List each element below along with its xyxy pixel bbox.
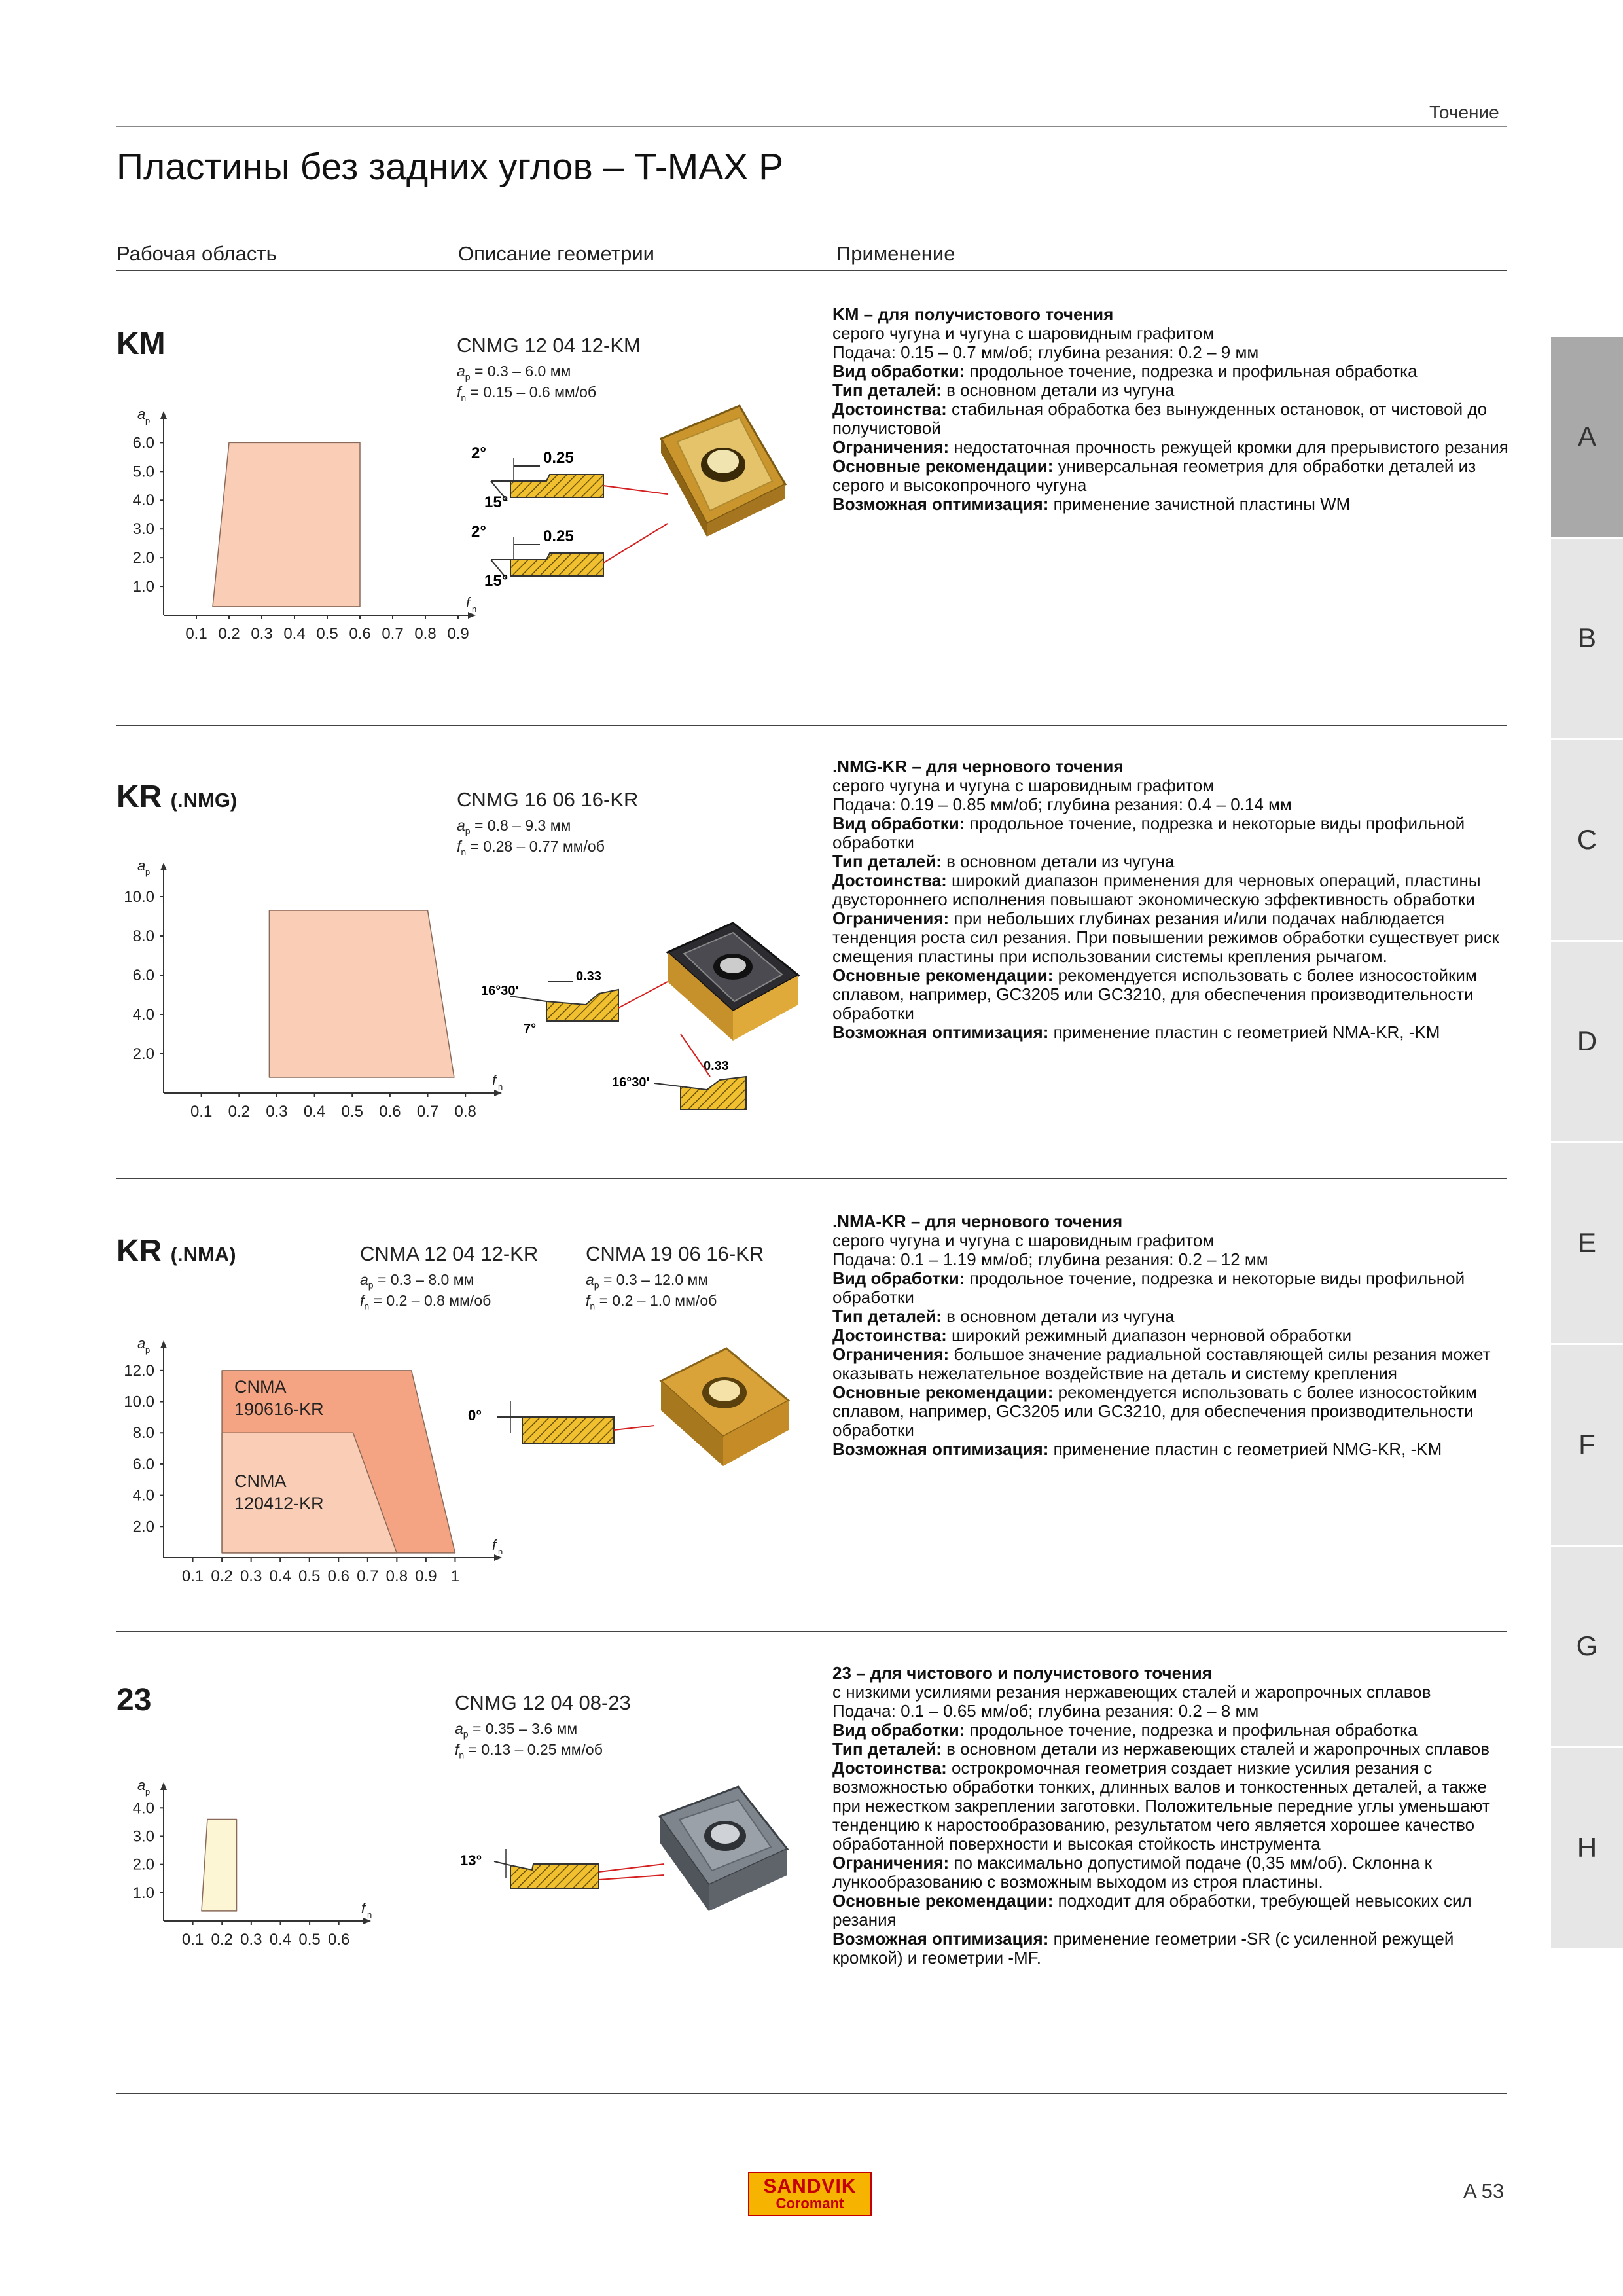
svg-text:2°: 2°	[471, 523, 486, 541]
x-tick-label: 1	[450, 1568, 460, 1585]
x-tick-label: 0.4	[269, 1931, 292, 1948]
y-tick-label: 6.0	[132, 1455, 154, 1473]
y-tick-label: 8.0	[132, 927, 154, 945]
x-tick-label: 0.4	[283, 625, 306, 643]
y-axis-label: a	[137, 1777, 146, 1793]
x-tick-label: 0.4	[269, 1568, 291, 1585]
svg-text:0.33: 0.33	[704, 1059, 729, 1073]
page-number: A 53	[1463, 2179, 1505, 2202]
y-tick-label: 4.0	[132, 1486, 154, 1505]
geometry-fn: $f_n = 0.28 - 0.77$ мм/об	[457, 838, 605, 857]
x-tick-label: 0.9	[447, 625, 469, 643]
geometry-name: CNMA 19 06 16-KR	[586, 1242, 764, 1265]
y-tick-label: 4.0	[132, 492, 154, 510]
insert-image-km	[641, 393, 798, 550]
x-axis-label: f	[492, 1537, 497, 1553]
chart-label-big: CNMA 190616-KR	[234, 1377, 324, 1419]
y-tick-label: 10.0	[124, 888, 154, 906]
x-tick-label: 0.1	[185, 625, 207, 643]
svg-text:15°: 15°	[484, 572, 508, 590]
x-tick-label: 0.7	[382, 625, 404, 643]
geometry-name: CNMG 12 04 12-KM	[457, 334, 641, 357]
angle-label: 13°	[460, 1852, 482, 1869]
tab-h[interactable]: H	[1551, 1746, 1623, 1948]
x-tick-label: 0.6	[379, 1103, 401, 1121]
x-axis-label: f	[361, 1900, 366, 1916]
section-rule	[116, 1631, 1507, 1632]
x-axis-sub: n	[498, 1547, 503, 1556]
land-label: 0.25	[543, 449, 574, 467]
tab-b[interactable]: B	[1551, 537, 1623, 738]
tab-d[interactable]: D	[1551, 940, 1623, 1141]
footer-rule	[116, 2093, 1507, 2094]
section-code-kr-nma: KR (.NMA)	[116, 1234, 236, 1268]
x-axis-label: f	[492, 1072, 497, 1088]
y-axis-label: a	[137, 406, 146, 422]
x-tick-label: 0.9	[415, 1568, 437, 1585]
profile-kr-nma	[458, 1388, 654, 1466]
geometry-ap: $a_p = 0.8 - 9.3$ мм	[457, 817, 571, 836]
y-axis-arrow	[160, 1782, 167, 1790]
y-tick-label: 2.0	[132, 1518, 154, 1536]
y-tick-label: 2.0	[132, 549, 154, 567]
application-23: 23 – для чистового и получистового точения с низкими усилиями резания нержавеющих сталей и жаропрочных сплавов Подача: 0.1 – 0.65 мм/об; глубина резания: 0.2 – 8 мм Вид обработки: продольное точение, подрезка и профильная обработка Тип деталей: в основном детали из нержавеющих сталей и жаропрочных сплавов Достоинства: острокромочная геометрия создает низкие усилия резания с возможностью обработки тонких, длинных валов и тонкостенных деталей, а также при нежестком закреплении заготовки. Положительные передние углы уменьшают тенденцию к наростообразованию, результатом чего является хорошее качество обработанной поверхности и высокая стойкость инструмента Ограничения: по максимально допустимой подаче (0,35 мм/об). Склонна к лункообразованию с возможным выходом из строя пластины. Основные рекомендации: подходит для обработки, требующей невысоких сил резания Возможная оптимизация: применение геометрии -SR (с усиленной режущей кромкой) и геометрии -MF.	[832, 1663, 1490, 1967]
x-tick-label: 0.2	[228, 1103, 250, 1121]
section-code-km: KM	[116, 327, 166, 361]
geometry-fn: $f_n = 0.2 - 1.0$ мм/об	[586, 1292, 717, 1312]
x-axis-sub: n	[367, 1910, 372, 1920]
y-tick-label: 1.0	[132, 578, 154, 596]
geometry-ap: $a_p = 0.3 - 12.0$ мм	[586, 1271, 709, 1291]
geometry-name: CNMG 12 04 08-23	[455, 1691, 631, 1714]
section-code-kr-nmg: KR (.NMG)	[116, 780, 238, 814]
svg-text:16°30': 16°30'	[612, 1075, 650, 1090]
x-axis-sub: n	[498, 1082, 503, 1092]
insert-image-23	[640, 1774, 804, 1924]
tab-g[interactable]: G	[1551, 1545, 1623, 1746]
x-tick-label: 0.3	[240, 1931, 262, 1948]
geometry-name: CNMA 12 04 12-KR	[360, 1242, 539, 1265]
x-tick-label: 0.1	[190, 1103, 213, 1121]
y-axis-arrow	[160, 411, 167, 419]
geometry-fn: $f_n = 0.13 - 0.25$ мм/об	[455, 1741, 603, 1761]
y-tick-label: 1.0	[132, 1884, 154, 1902]
x-tick-label: 0.8	[385, 1568, 408, 1585]
y-axis-sub: p	[145, 1787, 151, 1797]
x-tick-label: 0.6	[328, 1931, 350, 1948]
tab-a[interactable]: A	[1551, 335, 1623, 537]
y-tick-label: 6.0	[132, 434, 154, 452]
col-work-area: Рабочая область	[116, 242, 277, 265]
x-tick-label: 0.5	[298, 1931, 321, 1948]
y-axis-sub: p	[145, 416, 151, 425]
section-rule	[116, 1178, 1507, 1179]
x-tick-label: 0.4	[303, 1103, 326, 1121]
x-tick-label: 0.8	[414, 625, 437, 643]
section-rule	[116, 725, 1507, 726]
y-tick-label: 4.0	[132, 1799, 154, 1818]
y-tick-label: 3.0	[132, 520, 154, 539]
x-tick-label: 0.5	[341, 1103, 363, 1121]
y-axis-label: a	[137, 857, 146, 874]
km-profile-upper	[471, 444, 603, 511]
x-tick-label: 0.2	[211, 1931, 233, 1948]
working-area-region	[213, 442, 360, 606]
tab-f[interactable]: F	[1551, 1343, 1623, 1545]
y-axis-sub: p	[145, 1345, 151, 1355]
chapter-label: Точение	[1429, 102, 1499, 122]
land-label: 0.33	[576, 969, 601, 984]
x-tick-label: 0.3	[240, 1568, 262, 1585]
columns-rule	[116, 270, 1507, 271]
x-tick-label: 0.1	[181, 1568, 204, 1585]
y-tick-label: 2.0	[132, 1856, 154, 1874]
sandvik-logo: SANDVIK Coromant	[748, 2172, 872, 2216]
col-application: Применение	[836, 242, 955, 265]
x-tick-label: 0.5	[298, 1568, 321, 1585]
x-tick-label: 0.3	[251, 625, 273, 643]
working-area-region	[202, 1820, 237, 1911]
angle-label: 16°30'	[481, 984, 519, 998]
y-axis-arrow	[160, 863, 167, 870]
chart-label-small: CNMA 120412-KR	[234, 1471, 324, 1513]
section-code-23: 23	[116, 1683, 152, 1717]
geometry-ap: $a_p = 0.3 - 6.0$ мм	[457, 363, 571, 382]
insert-image-kr-nma	[645, 1335, 802, 1479]
chart-23	[98, 1770, 399, 1960]
angle-label: 2°	[471, 444, 486, 462]
profile-23	[455, 1839, 671, 1911]
x-tick-label: 0.7	[357, 1568, 379, 1585]
angle-label: 0°	[468, 1407, 482, 1424]
x-axis-label: f	[466, 594, 471, 611]
km-profile-lower	[471, 523, 603, 590]
x-tick-label: 0.2	[218, 625, 240, 643]
x-tick-label: 0.5	[316, 625, 338, 643]
x-tick-label: 0.3	[266, 1103, 288, 1121]
col-geometry: Описание геометрии	[458, 242, 654, 265]
geometry-fn: $f_n = 0.2 - 0.8$ мм/об	[360, 1292, 491, 1312]
header-rule	[116, 126, 1507, 127]
page-title: Пластины без задних углов – T-MAX P	[116, 146, 784, 188]
x-tick-label: 0.8	[454, 1103, 476, 1121]
chart-kr-nmg	[98, 851, 530, 1132]
x-tick-label: 0.1	[181, 1931, 204, 1948]
x-tick-label: 0.2	[211, 1568, 233, 1585]
angle-label: 7°	[524, 1022, 537, 1036]
tab-c[interactable]: C	[1551, 738, 1623, 940]
y-tick-label: 4.0	[132, 1006, 154, 1024]
x-axis-sub: n	[472, 604, 477, 614]
geometry-name: CNMG 16 06 16-KR	[457, 788, 639, 811]
tab-e[interactable]: E	[1551, 1141, 1623, 1343]
y-tick-label: 5.0	[132, 463, 154, 481]
y-tick-label: 8.0	[132, 1424, 154, 1443]
y-tick-label: 3.0	[132, 1827, 154, 1846]
y-tick-label: 12.0	[124, 1361, 154, 1380]
angle-label: 15°	[484, 493, 508, 511]
x-tick-label: 0.6	[349, 625, 371, 643]
application-kr-nmg: .NMG-KR – для чернового точения серого чугуна и чугуна с шаровидным графитом Подача: 0.19 – 0.85 мм/об; глубина резания: 0.4 – 0.14 мм Вид обработки: продольное точение, подрезка и некоторые виды профильной обработки Тип деталей: в основном детали из чугуна Достоинства: широкий диапазон применения для черновых операций, пластины двустороннего исполнения повышают экономическую эффективность обработки Ограничения: при небольших глубинах резания и/или подачах наблюдается тенденция роста сил резания. При повышении режимов обработки существует риск смещения пластины при использовании системы крепления рычагом. Основные рекомендации: рекомендуется использовать с более износостойким сплавом, например, GC3205 или GC3210, для обеспечения производительности обработки Возможная оптимизация: применение пластин с геометрией NMA-KR, -KM	[832, 757, 1499, 1042]
geometry-ap: $a_p = 0.35 - 3.6$ мм	[455, 1720, 578, 1740]
y-axis-label: a	[137, 1335, 146, 1352]
x-tick-label: 0.7	[416, 1103, 439, 1121]
working-area-region	[269, 910, 454, 1077]
svg-text:0.25: 0.25	[543, 528, 574, 545]
geometry-ap: $a_p = 0.3 - 8.0$ мм	[360, 1271, 474, 1291]
x-tick-label: 0.6	[327, 1568, 349, 1585]
y-axis-sub: p	[145, 867, 151, 877]
application-km: KM – для получистового точения серого чугуна и чугуна с шаровидным графитом Подача: 0.15 – 0.7 мм/об; глубина резания: 0.2 – 9 мм Вид обработки: продольное точение, подрезка и профильная обработка Тип деталей: в основном детали из чугуна Достоинства: стабильная обработка без вынужденных остановок, от чистовой до получистовой Ограничения: недостаточная прочность режущей кромки для прерывистого резания Основные рекомендации: универсальная геометрия для обработки деталей из серого и высокопрочного чугуна Возможная оптимизация: применение зачистной пластины WM	[832, 304, 1508, 514]
y-tick-label: 10.0	[124, 1393, 154, 1411]
y-tick-label: 2.0	[132, 1045, 154, 1063]
geometry-fn: $f_n = 0.15 - 0.6$ мм/об	[457, 384, 597, 403]
insert-image-kr-nmg	[654, 913, 812, 1050]
application-kr-nma: .NMA-KR – для чернового точения серого чугуна и чугуна с шаровидным графитом Подача: 0.1 – 1.19 мм/об; глубина резания: 0.2 – 12 мм Вид обработки: продольное точение, подрезка и некоторые виды профильной обработки Тип деталей: в основном детали из чугуна Достоинства: широкий режимный диапазон черновой обработки Ограничения: большое значение радиальной составляющей силы резания может оказывать нежелательное воздействие на деталь и систему крепления Основные рекомендации: рекомендуется использовать с более износостойким сплавом, например, GC3205 или GC3210, для обеспечения производительности обработки Возможная оптимизация: применение пластин с геометрией NMG-KR, -KM	[832, 1211, 1491, 1459]
y-tick-label: 6.0	[132, 967, 154, 984]
y-axis-arrow	[160, 1340, 167, 1348]
chart-km	[98, 399, 504, 655]
